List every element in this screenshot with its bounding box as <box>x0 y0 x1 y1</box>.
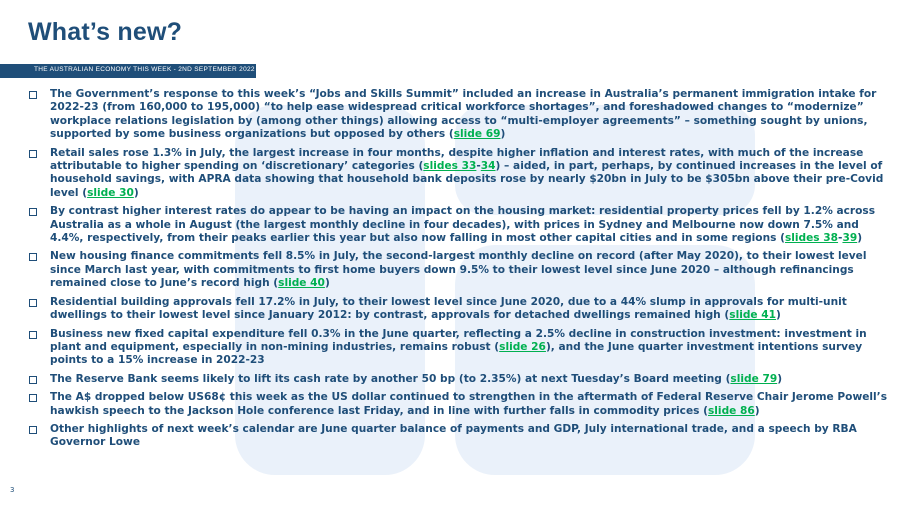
checkbox-bullet-icon <box>29 299 37 307</box>
slide-link[interactable]: 39 <box>842 232 858 245</box>
checkbox-bullet-icon <box>29 91 37 99</box>
checkbox-bullet-icon <box>29 376 37 384</box>
bullet-item: The Reserve Bank seems likely to lift its cash rate by another 50 bp (to 2.35%) at next Tuesday’s Board meeting (slide 79) <box>28 373 888 386</box>
bullet-item: Retail sales rose 1.3% in July, the largest increase in four months, despite higher inflation and interest rates, with much of the increase attributable to higher spending on ‘discretionary’ categories (slides 33-34) – aided, in part, perhaps, by continued increases in the level of household savings, with APRA data showing that household bank deposits rose by nearly $20bn in July to be $305bn above their pre-Covid level (slide 30) <box>28 147 888 201</box>
slide-link[interactable]: slide 40 <box>278 277 325 290</box>
checkbox-bullet-icon <box>29 394 37 402</box>
bullet-item: Other highlights of next week’s calendar are June quarter balance of payments and GDP, July international trade, and a speech by RBA Governor Lowe <box>28 423 888 450</box>
page-number: 3 <box>10 486 15 494</box>
bullet-item: Business new fixed capital expenditure fell 0.3% in the June quarter, reflecting a 2.5% decline in construction investment: investment in plant and equipment, especially in non-mining industries, remains robust (slide 26), and the June quarter investment intentions survey points to a 15% increase in 2022-23 <box>28 328 888 368</box>
slide-link[interactable]: slide 79 <box>730 372 778 385</box>
bullet-item: New housing finance commitments fell 8.5% in July, the second-largest monthly decline on record (after May 2020), to their lowest level since March last year, with commitments to first home buyers down 9.5% to their lowest level since June 2020 – although refinancings remained close to June’s record high (slide 40) <box>28 250 888 290</box>
subtitle: THE AUSTRALIAN ECONOMY THIS WEEK - 2ND SEPTEMBER 2022 <box>34 66 255 73</box>
checkbox-bullet-icon <box>29 208 37 216</box>
checkbox-bullet-icon <box>29 426 37 434</box>
slide-link[interactable]: slide 30 <box>87 186 134 199</box>
slide-link[interactable]: slide 26 <box>499 340 546 353</box>
checkbox-bullet-icon <box>29 150 37 158</box>
bullet-item: By contrast higher interest rates do appear to be having an impact on the housing market: residential property prices fell by 1.2% across Australia as a whole in August (the largest monthly decline in four decades), with prices in Sydney and Melbourne now down 7.5% and 4.4%, respectively, from their peaks earlier this year but also now falling in most other capital cities and in some regions (slides 38-39) <box>28 205 888 245</box>
bullet-item: The Government’s response to this week’s “Jobs and Skills Summit” included an increase in Australia’s permanent immigration intake for 2022-23 (from 160,000 to 195,000) “to help ease widespread critical workforce shortages”, and foreshadowed changes to “modernize” workplace relations legislation by (among other things) allowing access to “multi-employer agreements” – something sought by unions, supported by some business organizations but opposed by others (slide 69) <box>28 88 888 142</box>
slide-link[interactable]: slide 69 <box>453 128 501 141</box>
checkbox-bullet-icon <box>29 253 37 261</box>
bullet-item: Residential building approvals fell 17.2% in July, to their lowest level since June 2020, due to a 44% slump in approvals for multi-unit dwellings to their lowest level since January 2012: by contrast, approvals for detached dwellings remained high (slide 41) <box>28 296 888 323</box>
slide-link[interactable]: slide 41 <box>729 309 777 322</box>
slide-link[interactable]: slides 38 <box>784 232 839 245</box>
bullet-list <box>28 88 888 455</box>
slide-link[interactable]: 34 <box>480 160 496 173</box>
bullet-item: The A$ dropped below US68¢ this week as the US dollar continued to strengthen in the aftermath of Federal Reserve Chair Jerome Powell’s hawkish speech to the Jackson Hole conference last Friday, and in line with further falls in commodity prices (slide 86) <box>28 391 888 418</box>
checkbox-bullet-icon <box>29 331 37 339</box>
slide-link[interactable]: slide 86 <box>708 404 755 417</box>
page-title: What’s new? <box>28 18 183 46</box>
slide-link[interactable]: slides 33 <box>423 160 477 173</box>
